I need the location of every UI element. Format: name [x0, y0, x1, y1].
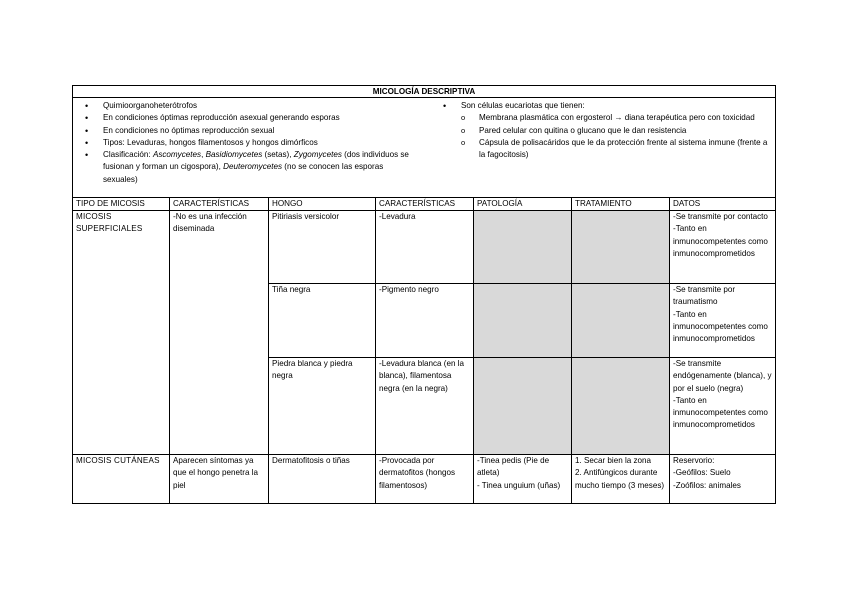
tipo-micosis-cell: MICOSIS SUPERFICIALES — [73, 211, 170, 455]
datos-cell — [670, 358, 776, 455]
ascomycetes: Ascomycetes — [152, 150, 202, 160]
datos-line: -Se transmite por contacto — [673, 212, 768, 221]
tratamiento-cell-empty — [572, 211, 670, 284]
header-cell: TRATAMIENTO — [572, 198, 670, 211]
clasificacion-label: Clasificación: — [103, 150, 153, 160]
datos-cell — [670, 211, 776, 284]
clasificacion-item — [103, 149, 419, 186]
datos-line: -Tanto en inmunocompetentes como inmunocomprometidos — [673, 395, 768, 430]
intro-cell — [73, 98, 776, 198]
header-cell: HONGO — [269, 198, 376, 211]
datos-line: -Tanto en inmunocompetentes como inmunocomprometidos — [673, 224, 768, 258]
zygomycetes: Zygomycetes — [293, 150, 342, 160]
header-cell: PATOLOGÍA — [474, 198, 572, 211]
deuteromycetes: Deuteromycetes — [223, 162, 283, 172]
table-row — [73, 211, 776, 284]
table-title: MICOLOGÍA DESCRIPTIVA — [73, 86, 776, 98]
right-lead: • Son células eucariotas que tienen: — [461, 100, 769, 112]
datos-line: Reservorio: — [673, 456, 715, 465]
datos-line: -Tanto en inmunocompetentes como inmunocomprometidos — [673, 309, 768, 344]
document-page — [72, 85, 775, 504]
intro-left-column — [79, 100, 419, 186]
header-cell: DATOS — [670, 198, 776, 211]
tratamiento-cell-empty — [572, 284, 670, 358]
patologia-cell-empty — [474, 211, 572, 284]
hongo-cell: Pitiriasis versicolor — [269, 211, 376, 284]
patologia-cell — [474, 455, 572, 504]
tipo-micosis-cell: MICOSIS CUTÁNEAS — [73, 455, 170, 504]
sub-list-item: o Membrana plasmática con ergosterol → diana terapéutica pero con toxicidad — [479, 112, 769, 124]
hongo-cell: Dermatofitosis o tiñas — [269, 455, 376, 504]
list-item: • En condiciones óptimas reproducción asexual generando esporas — [103, 112, 419, 124]
caracteristicas-cell: Aparecen síntomas ya que el hongo penetra la piel — [170, 455, 269, 504]
list-item: • Quimioorganoheterótrofos — [103, 100, 419, 112]
datos-line: -Se transmite por traumatismo — [673, 285, 736, 307]
patologia-line: - Tinea unguium (uñas) — [477, 480, 561, 490]
datos-cell — [670, 284, 776, 358]
tratamiento-cell-empty — [572, 358, 670, 455]
sub-list-item: o Cápsula de polisacáridos que le da protección frente al sistema inmune (frente a la fagocitosis) — [479, 137, 769, 162]
sub-list-item: o Pared celular con quitina o glucano que le dan resistencia — [479, 125, 769, 137]
mycology-table — [72, 85, 776, 504]
datos-line: -Se transmite endógenamente (blanca), y por el suelo (negra) — [673, 359, 772, 393]
header-row — [73, 198, 776, 211]
datos-line: -Geófilos: Suelo — [673, 468, 731, 478]
patologia-line: -Tinea pedis (Pie de atleta) — [477, 456, 550, 478]
list-item: • En condiciones no óptimas reproducción sexual — [103, 125, 419, 137]
header-cell: CARACTERÍSTICAS — [170, 198, 269, 211]
caracteristicas-cell: -No es una infección diseminada — [170, 211, 269, 455]
hongo-caracteristicas-cell: -Levadura blanca (en la blanca), filamentosa negra (en la negra) — [376, 358, 474, 455]
separator: , — [201, 150, 206, 160]
datos-line: -Zoófilos: animales — [673, 480, 741, 490]
intro-right-column — [419, 100, 769, 186]
hongo-cell: Piedra blanca y piedra negra — [269, 358, 376, 455]
datos-cell — [670, 455, 776, 504]
hongo-caracteristicas-cell: -Pigmento negro — [376, 284, 474, 358]
table-row — [73, 455, 776, 504]
hongo-caracteristicas-cell: -Provocada por dermatofitos (hongos filamentosos) — [376, 455, 474, 504]
setas-text: (setas), — [262, 150, 294, 160]
hongo-cell: Tiña negra — [269, 284, 376, 358]
header-cell: TIPO DE MICOSIS — [73, 198, 170, 211]
list-item: • Tipos: Levaduras, hongos filamentosos y hongos dimórficos — [103, 137, 419, 149]
patologia-cell-empty — [474, 358, 572, 455]
tratamiento-line: 1. Secar bien la zona — [575, 456, 652, 465]
tratamiento-cell — [572, 455, 670, 504]
hongo-caracteristicas-cell: -Levadura — [376, 211, 474, 284]
zygomycetes-desc: (dos individuos se fusionan y forman un cigospora), — [103, 150, 409, 172]
basidiomycetes: Basidiomycetes — [205, 150, 263, 160]
patologia-cell-empty — [474, 284, 572, 358]
header-cell: CARACTERÍSTICAS — [376, 198, 474, 211]
tratamiento-line: 2. Antifúngicos durante mucho tiempo (3 meses) — [575, 468, 665, 490]
deuteromycetes-desc: (no se conocen las esporas sexuales) — [103, 162, 384, 184]
